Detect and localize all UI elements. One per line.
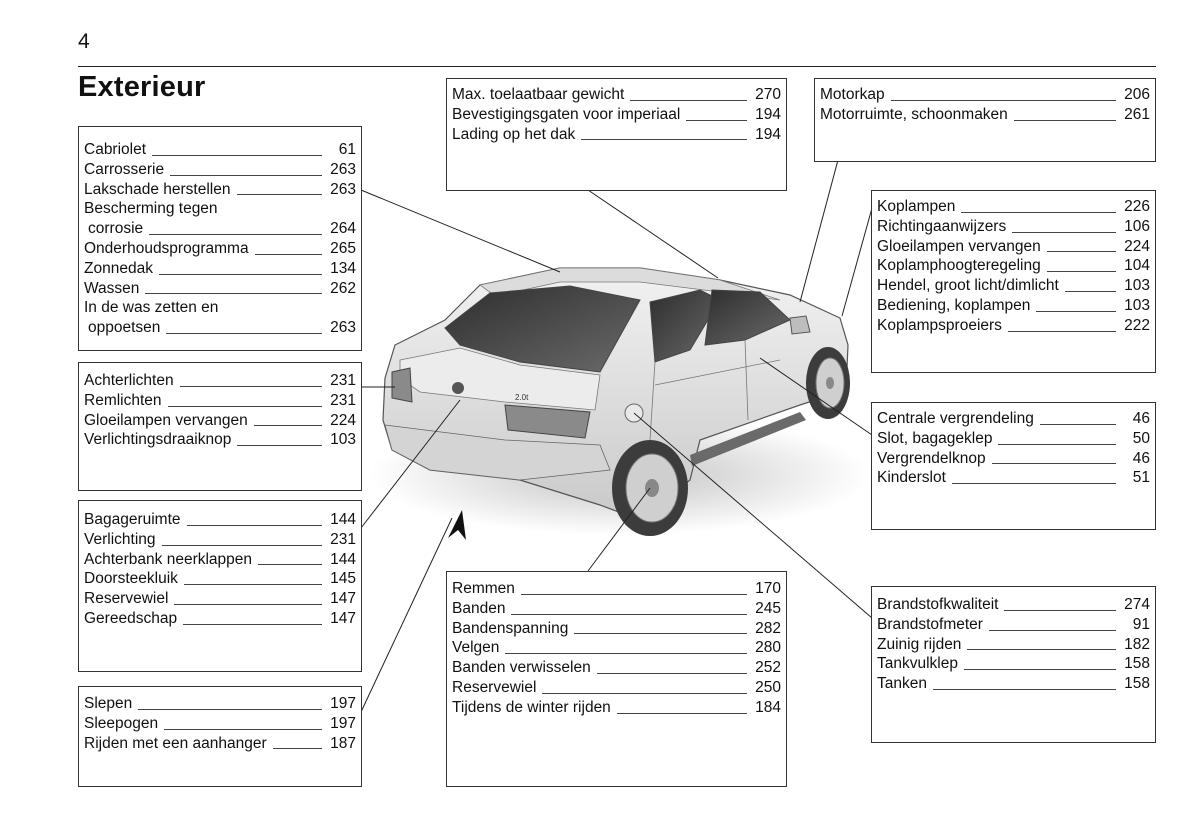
box-hood bbox=[814, 78, 1156, 162]
page-ref: 104 bbox=[1124, 257, 1150, 275]
list-item bbox=[820, 85, 1150, 105]
list-item bbox=[877, 276, 1150, 296]
list-item bbox=[84, 694, 356, 714]
page-ref: 270 bbox=[755, 86, 781, 103]
list-item bbox=[452, 599, 781, 619]
leader-dots bbox=[964, 669, 1116, 670]
page-ref: 91 bbox=[1132, 615, 1150, 633]
page-ref: 197 bbox=[330, 695, 356, 712]
page-ref: 263 bbox=[330, 180, 356, 198]
entry-label: Lading op het dak bbox=[452, 125, 576, 143]
leader-towing bbox=[361, 518, 452, 712]
list-item bbox=[84, 180, 356, 200]
leader-dots bbox=[180, 386, 322, 387]
list-item bbox=[452, 85, 781, 105]
leader-roof bbox=[588, 190, 718, 278]
entry-label: Brandstofmeter bbox=[877, 615, 983, 633]
entry-label: In de was zetten en bbox=[84, 299, 219, 317]
page-ref: 280 bbox=[755, 639, 781, 657]
list-item bbox=[877, 296, 1150, 316]
leader-dots bbox=[581, 139, 747, 140]
list-item bbox=[84, 391, 356, 411]
page-ref: 231 bbox=[330, 530, 356, 548]
leader-dots bbox=[891, 100, 1116, 101]
page-ref: 103 bbox=[1124, 277, 1150, 295]
page-ref: 224 bbox=[330, 411, 356, 429]
entry-label: Wassen bbox=[84, 279, 140, 297]
entry-label: Verlichting bbox=[84, 530, 156, 548]
list-item bbox=[84, 411, 356, 431]
entry-label: Reservewiel bbox=[84, 590, 169, 608]
index-list-locking bbox=[877, 409, 1150, 488]
leader-dots bbox=[254, 425, 322, 426]
list-item bbox=[84, 371, 356, 391]
leader-dots bbox=[255, 254, 322, 255]
entry-label: Remmen bbox=[452, 580, 515, 597]
leader-dots bbox=[989, 630, 1116, 631]
leader-dots bbox=[574, 633, 747, 634]
page-ref: 147 bbox=[330, 590, 356, 608]
list-item bbox=[84, 279, 356, 299]
entry-label: Verlichtingsdraaiknop bbox=[84, 431, 232, 449]
leader-dots bbox=[187, 525, 322, 526]
entry-label: Brandstofkwaliteit bbox=[877, 596, 999, 613]
leader-dots bbox=[933, 689, 1116, 690]
leader-dots bbox=[184, 584, 322, 585]
leader-dots bbox=[686, 120, 747, 121]
leader-dots bbox=[1065, 291, 1116, 292]
page-ref: 145 bbox=[330, 570, 356, 588]
list-item bbox=[84, 569, 356, 589]
entry-label: Onderhoudsprogramma bbox=[84, 239, 249, 257]
entry-label: Gloeilampen vervangen bbox=[877, 237, 1041, 255]
index-list-body bbox=[84, 140, 356, 338]
entry-label: Bevestigingsgaten voor imperiaal bbox=[452, 105, 681, 123]
list-item bbox=[877, 595, 1150, 615]
index-list-wheels bbox=[452, 579, 781, 718]
list-item bbox=[877, 615, 1150, 635]
list-item bbox=[877, 197, 1150, 217]
entry-label: Bandenspanning bbox=[452, 619, 569, 637]
entry-label: Vergrendelknop bbox=[877, 449, 986, 467]
list-item bbox=[84, 259, 356, 279]
list-item bbox=[877, 449, 1150, 469]
entry-label: Achterbank neerklappen bbox=[84, 550, 253, 568]
leader-dots bbox=[237, 194, 323, 195]
box-body bbox=[78, 126, 362, 351]
page-title: Exterieur bbox=[78, 71, 206, 103]
leader-dots bbox=[511, 614, 747, 615]
page-ref: 184 bbox=[755, 698, 781, 716]
box-headlights bbox=[871, 190, 1156, 373]
leader-dots bbox=[998, 444, 1116, 445]
entry-label: Richtingaanwijzers bbox=[877, 217, 1007, 235]
list-item bbox=[84, 510, 356, 530]
list-item bbox=[84, 199, 356, 219]
page-ref: 264 bbox=[330, 220, 356, 238]
leader-dots bbox=[992, 463, 1116, 464]
leader-headlights bbox=[842, 208, 872, 316]
index-list-fuel bbox=[877, 595, 1150, 694]
list-item bbox=[877, 409, 1150, 429]
entry-label: Kinderslot bbox=[877, 469, 946, 487]
list-item bbox=[452, 698, 781, 718]
leader-dots bbox=[1047, 251, 1116, 252]
leader-dots bbox=[1036, 311, 1116, 312]
leader-dots bbox=[542, 693, 747, 694]
index-list-hood bbox=[820, 85, 1150, 125]
leader-dots bbox=[967, 649, 1116, 650]
page-ref: 144 bbox=[330, 550, 356, 568]
list-item bbox=[877, 256, 1150, 276]
page-ref: 252 bbox=[755, 659, 781, 677]
list-item bbox=[820, 105, 1150, 125]
leader-dots bbox=[170, 175, 322, 176]
entry-label: Koplampen bbox=[877, 198, 956, 215]
page-ref: 231 bbox=[330, 372, 356, 389]
entry-label: oppoetsen bbox=[88, 319, 161, 337]
leader-dots bbox=[145, 293, 322, 294]
entry-label: Velgen bbox=[452, 639, 500, 657]
leader-dots bbox=[1014, 120, 1116, 121]
entry-label: Bescherming tegen bbox=[84, 200, 218, 218]
entry-label: Reservewiel bbox=[452, 678, 537, 696]
box-wheels bbox=[446, 571, 787, 787]
page-ref: 194 bbox=[755, 105, 781, 123]
leader-dots bbox=[617, 713, 747, 714]
leader-dots bbox=[152, 155, 322, 156]
entry-label: corrosie bbox=[88, 220, 144, 238]
list-item bbox=[877, 468, 1150, 488]
leader-dots bbox=[1004, 610, 1116, 611]
page-ref: 158 bbox=[1124, 655, 1150, 673]
leader-dots bbox=[630, 100, 747, 101]
list-item bbox=[452, 105, 781, 125]
rear-emblem bbox=[452, 382, 464, 394]
entry-label: Bagageruimte bbox=[84, 511, 181, 528]
entry-label: Slepen bbox=[84, 695, 133, 712]
entry-label: Motorkap bbox=[820, 86, 885, 103]
page-ref: 182 bbox=[1124, 635, 1150, 653]
leader-dots bbox=[1047, 271, 1116, 272]
page-ref: 262 bbox=[330, 279, 356, 297]
entry-label: Koplamphoogteregeling bbox=[877, 257, 1041, 275]
leader-dots bbox=[159, 274, 322, 275]
leader-dots bbox=[149, 234, 322, 235]
page-ref: 263 bbox=[330, 319, 356, 337]
page-ref: 158 bbox=[1124, 675, 1150, 693]
leader-dots bbox=[273, 748, 322, 749]
leader-dots bbox=[1040, 424, 1116, 425]
entry-label: Rijden met een aanhanger bbox=[84, 734, 267, 752]
box-rear-lights bbox=[78, 362, 362, 491]
leader-dots bbox=[138, 709, 322, 710]
list-item bbox=[84, 219, 356, 239]
list-item bbox=[877, 429, 1150, 449]
entry-label: Tanken bbox=[877, 675, 927, 693]
list-item bbox=[84, 239, 356, 259]
list-item bbox=[877, 635, 1150, 655]
box-luggage bbox=[78, 500, 362, 672]
page-ref: 274 bbox=[1124, 596, 1150, 613]
front-wheel bbox=[806, 347, 850, 419]
entry-label: Hendel, groot licht/dimlicht bbox=[877, 277, 1059, 295]
list-item bbox=[452, 638, 781, 658]
leader-dots bbox=[597, 673, 747, 674]
page-ref: 134 bbox=[330, 259, 356, 277]
leader-dots bbox=[164, 729, 322, 730]
leader-dots bbox=[505, 653, 747, 654]
rear-light-left bbox=[392, 368, 412, 402]
entry-label: Centrale vergrendeling bbox=[877, 410, 1034, 427]
list-item bbox=[452, 658, 781, 678]
page-ref: 187 bbox=[330, 734, 356, 752]
leader-dots bbox=[183, 624, 322, 625]
box-fuel bbox=[871, 586, 1156, 743]
index-list-headlights bbox=[877, 197, 1150, 336]
entry-label: Zuinig rijden bbox=[877, 635, 962, 653]
leader-dots bbox=[237, 445, 322, 446]
box-roof bbox=[446, 78, 787, 191]
leader-dots bbox=[952, 483, 1116, 484]
list-item bbox=[84, 734, 356, 754]
list-item bbox=[877, 316, 1150, 336]
page-ref: 206 bbox=[1124, 86, 1150, 103]
page-ref: 222 bbox=[1124, 316, 1150, 334]
page-ref: 50 bbox=[1132, 429, 1150, 447]
entry-label: Max. toelaatbaar gewicht bbox=[452, 86, 625, 103]
page-ref: 226 bbox=[1124, 198, 1150, 215]
page-ref: 147 bbox=[330, 609, 356, 627]
entry-label: Motorruimte, schoonmaken bbox=[820, 105, 1008, 123]
entry-label: Tijdens de winter rijden bbox=[452, 698, 611, 716]
page-ref: 231 bbox=[330, 391, 356, 409]
list-item bbox=[84, 160, 356, 180]
index-list-rear-lights bbox=[84, 371, 356, 450]
entry-label: Carrosserie bbox=[84, 160, 165, 178]
leader-dots bbox=[961, 212, 1116, 213]
box-towing bbox=[78, 686, 362, 787]
leader-dots bbox=[162, 545, 322, 546]
page-ref: 224 bbox=[1124, 237, 1150, 255]
page-ref: 103 bbox=[1124, 296, 1150, 314]
leader-dots bbox=[168, 406, 322, 407]
list-item bbox=[452, 125, 781, 145]
list-item bbox=[84, 609, 356, 629]
page-number: 4 bbox=[78, 30, 90, 53]
index-list-roof bbox=[452, 85, 781, 144]
entry-label: Banden verwisselen bbox=[452, 659, 591, 677]
page-ref: 265 bbox=[330, 239, 356, 257]
page-ref: 51 bbox=[1132, 469, 1150, 487]
list-item bbox=[452, 619, 781, 639]
entry-label: Cabriolet bbox=[84, 141, 147, 158]
entry-label: Koplampsproeiers bbox=[877, 316, 1002, 334]
list-item bbox=[84, 140, 356, 160]
entry-label: Slot, bagageklep bbox=[877, 429, 993, 447]
page-ref: 61 bbox=[338, 141, 356, 158]
entry-label: Sleepogen bbox=[84, 714, 159, 732]
page-ref: 144 bbox=[330, 511, 356, 528]
leader-dots bbox=[174, 604, 322, 605]
entry-label: Banden bbox=[452, 599, 506, 617]
leader-dots bbox=[166, 333, 322, 334]
entry-label: Gloeilampen vervangen bbox=[84, 411, 248, 429]
side-mirror bbox=[790, 316, 810, 334]
list-item bbox=[452, 678, 781, 698]
list-item bbox=[84, 318, 356, 338]
leader-dots bbox=[258, 564, 322, 565]
page-ref: 170 bbox=[755, 580, 781, 597]
list-item bbox=[84, 550, 356, 570]
page-ref: 250 bbox=[755, 678, 781, 696]
list-item bbox=[452, 579, 781, 599]
entry-label: Doorsteekluik bbox=[84, 570, 178, 588]
entry-label: Zonnedak bbox=[84, 259, 153, 277]
leader-dots bbox=[521, 594, 747, 595]
page-ref: 103 bbox=[330, 431, 356, 449]
leader-dots bbox=[1012, 232, 1116, 233]
entry-label: Tankvulklep bbox=[877, 655, 958, 673]
list-item bbox=[84, 714, 356, 734]
list-item bbox=[84, 530, 356, 550]
list-item bbox=[877, 674, 1150, 694]
list-item bbox=[84, 589, 356, 609]
entry-label: Remlichten bbox=[84, 391, 162, 409]
page-ref: 263 bbox=[330, 160, 356, 178]
list-item bbox=[877, 237, 1150, 257]
leader-body bbox=[361, 190, 560, 272]
page-ref: 261 bbox=[1124, 105, 1150, 123]
entry-label: Gereedschap bbox=[84, 609, 178, 627]
leader-hood bbox=[800, 160, 838, 302]
box-locking bbox=[871, 402, 1156, 530]
index-list-towing bbox=[84, 694, 356, 753]
list-item bbox=[84, 430, 356, 450]
page-ref: 46 bbox=[1132, 449, 1150, 467]
list-item bbox=[877, 217, 1150, 237]
leader-dots bbox=[1008, 331, 1116, 332]
index-list-luggage bbox=[84, 510, 356, 629]
list-item bbox=[877, 654, 1150, 674]
page-ref: 106 bbox=[1124, 217, 1150, 235]
page-ref: 46 bbox=[1132, 410, 1150, 427]
page-ref: 245 bbox=[755, 599, 781, 617]
page-ref: 282 bbox=[755, 619, 781, 637]
page-ref: 194 bbox=[755, 125, 781, 143]
entry-label: Achterlichten bbox=[84, 372, 174, 389]
list-item bbox=[84, 298, 356, 318]
entry-label: Bediening, koplampen bbox=[877, 296, 1031, 314]
page-ref: 197 bbox=[330, 714, 356, 732]
model-badge: 2.0t bbox=[515, 393, 529, 402]
entry-label: Lakschade herstellen bbox=[84, 180, 231, 198]
